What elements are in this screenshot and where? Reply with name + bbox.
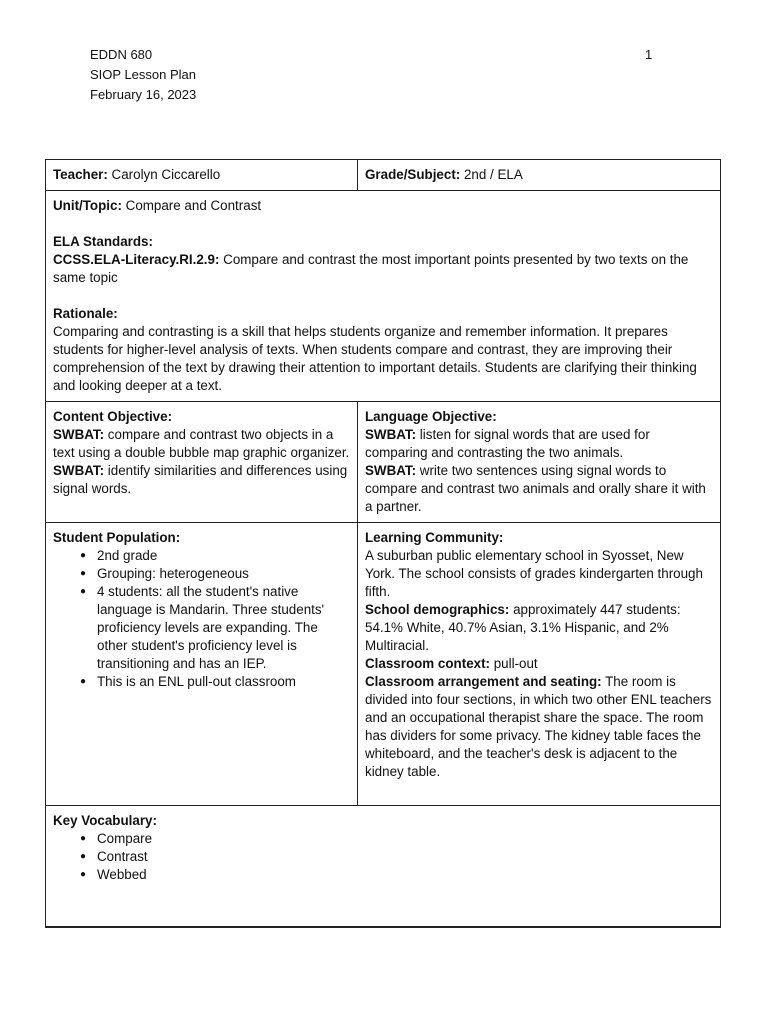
language-objective-2-label: SWBAT: bbox=[365, 463, 417, 478]
population-row bbox=[46, 523, 721, 806]
learning-community-heading: Learning Community: bbox=[365, 530, 504, 545]
document-date: February 16, 2023 bbox=[90, 87, 197, 102]
teacher-row bbox=[46, 160, 721, 191]
language-objective-1-text: listen for signal words that are used for comparing and contrasting the two animals. bbox=[365, 427, 650, 460]
list-item: ● This is an ENL pull-out classroom bbox=[80, 673, 351, 691]
document-header bbox=[90, 45, 196, 105]
content-objective-1-text: compare and contrast two objects in a text using a double bubble map graphic organizer. bbox=[53, 427, 350, 460]
key-vocabulary-heading: Key Vocabulary: bbox=[53, 813, 157, 828]
unit-cell bbox=[46, 191, 721, 402]
list-item: ● 2nd grade bbox=[80, 547, 351, 565]
language-objective-2-text: write two sentences using signal words to compare and contrast two animals and orally share it with a partner. bbox=[365, 463, 706, 514]
list-item: ● 4 students: all the student's native language is Mandarin. Three students' proficiency levels are expanding. The other student's proficiency level is transitioning and has an IEP. bbox=[80, 583, 351, 673]
classroom-context-label: Classroom context: bbox=[365, 656, 491, 671]
vocabulary-row bbox=[46, 806, 721, 927]
classroom-arrangement-label: Classroom arrangement and seating: bbox=[365, 674, 602, 689]
grade-label: Grade/Subject: bbox=[365, 167, 461, 182]
list-item: ● Grouping: heterogeneous bbox=[80, 565, 351, 583]
language-objective-1-label: SWBAT: bbox=[365, 427, 417, 442]
content-objective-2-text: identify similarities and differences using signal words. bbox=[53, 463, 348, 496]
key-vocabulary-list bbox=[53, 830, 714, 884]
content-objective-2-label: SWBAT: bbox=[53, 463, 105, 478]
classroom-context-text: pull-out bbox=[490, 656, 538, 671]
teacher-value: Carolyn Ciccarello bbox=[107, 167, 221, 182]
classroom-arrangement-text: The room is divided into four sections, in which two other ENL teachers and an occupational therapist share the space. The room has dividers for some privacy. The kidney table faces the whiteboard, and the teacher's desk is adjacent to the kidney table. bbox=[365, 674, 712, 779]
student-population-cell bbox=[46, 523, 358, 806]
rationale-heading: Rationale: bbox=[53, 306, 118, 321]
unit-topic-label: Unit/Topic: bbox=[53, 198, 122, 213]
grade-value: 2nd / ELA bbox=[460, 167, 523, 182]
key-vocabulary-cell bbox=[46, 806, 721, 927]
language-objective-cell bbox=[358, 402, 721, 523]
objectives-row bbox=[46, 402, 721, 523]
document-title: SIOP Lesson Plan bbox=[90, 67, 196, 82]
content-objective-cell bbox=[46, 402, 358, 523]
demographics-text: approximately 447 students: 54.1% White, 40.7% Asian, 3.1% Hispanic, and 2% Multiracial. bbox=[365, 602, 681, 653]
standard-code: CCSS.ELA-Literacy.RI.2.9: bbox=[53, 252, 220, 267]
content-objective-1-label: SWBAT: bbox=[53, 427, 105, 442]
student-population-list bbox=[53, 547, 351, 691]
rationale-text: Comparing and contrasting is a skill that helps students organize and remember information. It prepares students for higher-level analysis of texts. When students compare and contrast, they are improving their comprehension of the text by drawing their attention to important details. Students are clarifying their thinking and looking deeper at a text. bbox=[53, 324, 697, 393]
grade-cell bbox=[358, 160, 721, 191]
list-item: ● Compare bbox=[80, 830, 714, 848]
content-objective-heading: Content Objective: bbox=[53, 409, 173, 424]
student-population-heading: Student Population: bbox=[53, 530, 181, 545]
demographics-label: School demographics: bbox=[365, 602, 510, 617]
learning-community-intro: A suburban public elementary school in Syosset, New York. The school consists of grades kindergarten through fifth. bbox=[365, 548, 703, 599]
lesson-plan-table bbox=[45, 159, 721, 928]
teacher-cell bbox=[46, 160, 358, 191]
list-item: ● Webbed bbox=[80, 866, 714, 884]
page-number: 1 bbox=[645, 47, 653, 62]
standards-heading: ELA Standards: bbox=[53, 234, 153, 249]
standard-text: Compare and contrast the most important points presented by two texts on the same topic bbox=[53, 252, 689, 285]
list-item: ● Contrast bbox=[80, 848, 714, 866]
language-objective-heading: Language Objective: bbox=[365, 409, 497, 424]
teacher-label: Teacher: bbox=[53, 167, 108, 182]
course-code: EDDN 680 bbox=[90, 47, 153, 62]
unit-row bbox=[46, 191, 721, 402]
learning-community-cell bbox=[358, 523, 721, 806]
unit-topic-value: Compare and Contrast bbox=[121, 198, 262, 213]
